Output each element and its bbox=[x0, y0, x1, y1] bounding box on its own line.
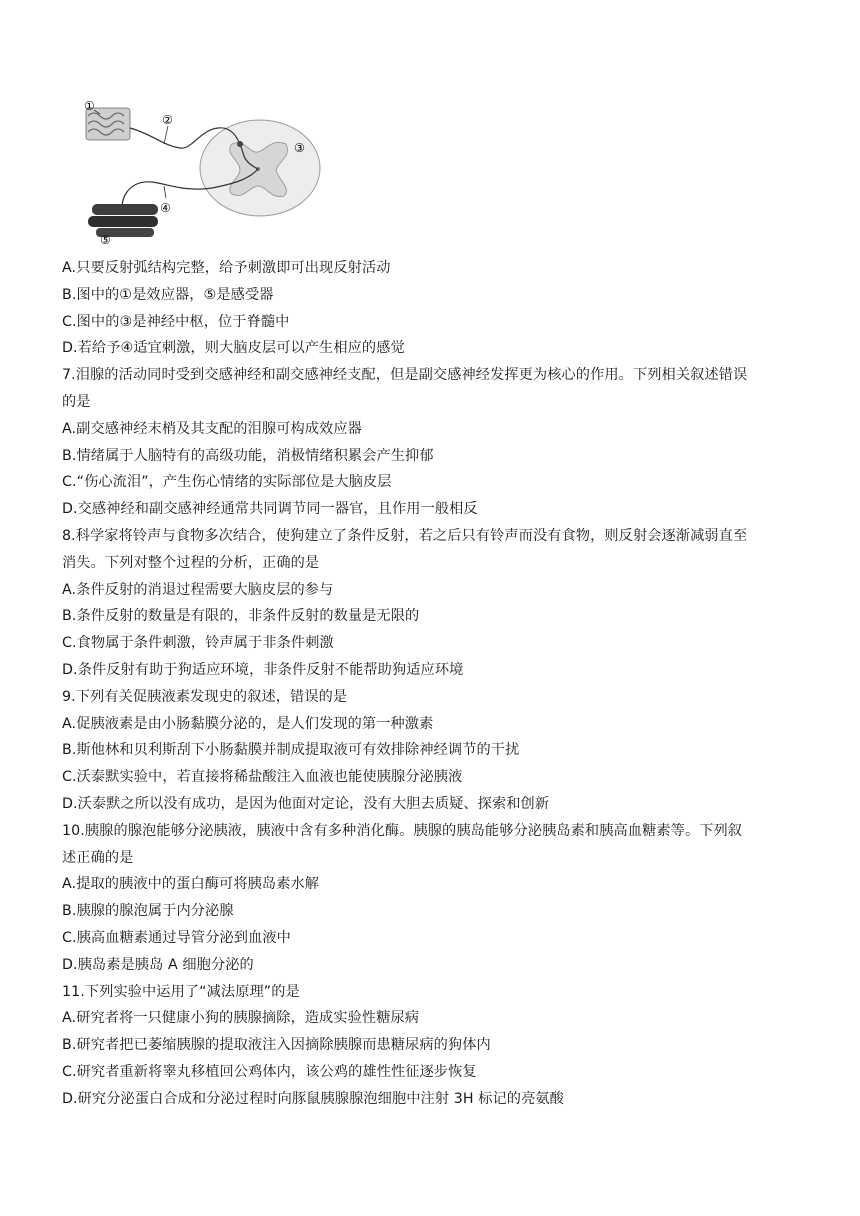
option-10d: D.胰岛素是胰岛 A 细胞分泌的 bbox=[62, 956, 254, 973]
question-text bbox=[62, 255, 802, 1113]
label-1: ① bbox=[84, 99, 95, 113]
label-4: ④ bbox=[160, 201, 171, 215]
question-10-stem: 10.胰腺的腺泡能够分泌胰液，胰液中含有多种消化酶。胰腺的胰岛能够分泌胰岛素和胰高血糖素等。下列叙 bbox=[62, 822, 743, 839]
option-7a: A.副交感神经末梢及其支配的泪腺可构成效应器 bbox=[62, 420, 362, 437]
question-7-stem: 7.泪腺的活动同时受到交感神经和副交感神经支配，但是副交感神经发挥更为核心的作用。下列相关叙述错误 bbox=[62, 367, 748, 384]
option-8d: D.条件反射有助于狗适应环境，非条件反射不能帮助狗适应环境 bbox=[62, 661, 464, 678]
option-10c: C.胰高血糖素通过导管分泌到血液中 bbox=[62, 929, 291, 946]
option-7c: C.“伤心流泪”，产生伤心情绪的实际部位是大脑皮层 bbox=[62, 474, 392, 491]
spinal-cord-shape bbox=[200, 120, 320, 216]
option-6b: B.图中的①是效应器，⑤是感受器 bbox=[62, 286, 274, 303]
option-11a: A.研究者将一只健康小狗的胰腺摘除，造成实验性糖尿病 bbox=[62, 1010, 420, 1027]
ganglion-dot bbox=[237, 141, 243, 147]
option-9a: A.促胰液素是由小肠黏膜分泌的，是人们发现的第一种激素 bbox=[62, 715, 434, 732]
option-6c: C.图中的③是神经中枢，位于脊髓中 bbox=[62, 313, 290, 330]
option-7b: B.情绪属于人脑特有的高级功能，消极情绪积累会产生抑郁 bbox=[62, 447, 434, 464]
option-11c: C.研究者重新将睾丸移植回公鸡体内，该公鸡的雄性性征逐步恢复 bbox=[62, 1063, 477, 1080]
option-6d: D.若给予④适宜刺激，则大脑皮层可以产生相应的感觉 bbox=[62, 340, 405, 357]
option-10b: B.胰腺的腺泡属于内分泌腺 bbox=[62, 903, 234, 920]
question-7-stem-cont: 的是 bbox=[62, 393, 91, 410]
question-10-stem-cont: 述正确的是 bbox=[62, 849, 134, 866]
option-7d: D.交感神经和副交感神经通常共同调节同一器官，且作用一般相反 bbox=[62, 501, 478, 518]
question-8-stem: 8.科学家将铃声与食物多次结合，使狗建立了条件反射，若之后只有铃声而没有食物，则反射会逐渐减弱直至 bbox=[62, 527, 748, 544]
option-11d: D.研究分泌蛋白合成和分泌过程时向豚鼠胰腺腺泡细胞中注射 3H 标记的亮氨酸 bbox=[62, 1090, 564, 1107]
question-11-stem: 11.下列实验中运用了“减法原理”的是 bbox=[62, 983, 300, 1000]
option-9c: C.沃泰默实验中，若直接将稀盐酸注入血液也能使胰腺分泌胰液 bbox=[62, 769, 463, 786]
label-5: ⑤ bbox=[100, 233, 111, 246]
question-8-stem-cont: 消失。下列对整个过程的分析，正确的是 bbox=[62, 554, 320, 571]
effector-muscle bbox=[88, 204, 158, 237]
option-6a: A.只要反射弧结构完整，给予刺激即可出现反射活动 bbox=[62, 260, 391, 276]
label-3: ③ bbox=[294, 141, 305, 155]
label-2: ② bbox=[162, 113, 173, 127]
option-9d: D.沃泰默之所以没有成功，是因为他面对定论，没有大胆去质疑、探索和创新 bbox=[62, 795, 550, 812]
option-8b: B.条件反射的数量是有限的，非条件反射的数量是无限的 bbox=[62, 608, 420, 625]
option-11b: B.研究者把已萎缩胰腺的提取液注入因摘除胰腺而患糖尿病的狗体内 bbox=[62, 1037, 491, 1054]
reflex-arc-diagram bbox=[72, 96, 332, 246]
option-8c: C.食物属于条件刺激，铃声属于非条件刺激 bbox=[62, 635, 334, 652]
option-10a: A.提取的胰液中的蛋白酶可将胰岛素水解 bbox=[62, 876, 320, 893]
option-8a: A.条件反射的消退过程需要大脑皮层的参与 bbox=[62, 581, 334, 598]
question-9-stem: 9.下列有关促胰液素发现史的叙述，错误的是 bbox=[62, 688, 348, 705]
option-9b: B.斯他林和贝利斯刮下小肠黏膜并制成提取液可有效排除神经调节的干扰 bbox=[62, 742, 520, 759]
